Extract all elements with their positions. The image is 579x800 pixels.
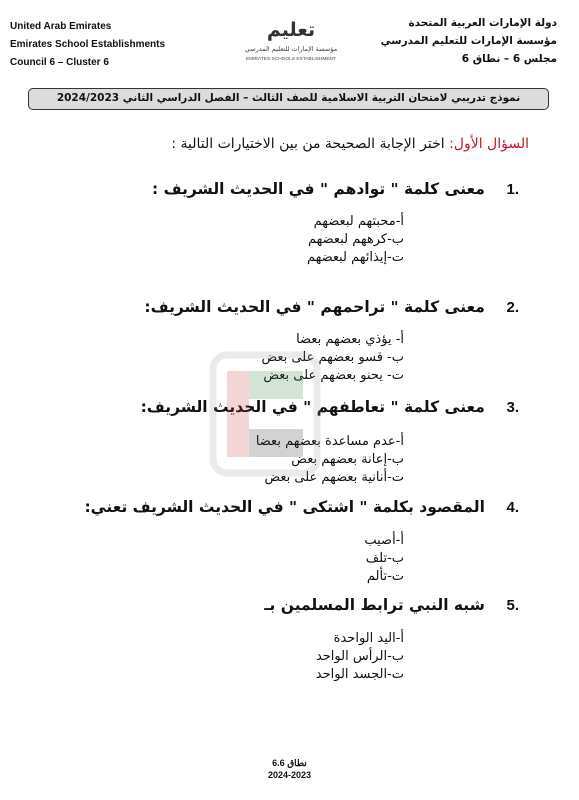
header-en-line: Emirates School Establishments	[10, 39, 166, 50]
question-1	[152, 180, 519, 198]
option: ب-كرههم لبعضهم	[308, 232, 404, 247]
option: ت-أنانية بعضهم على بعض	[264, 470, 404, 485]
question-4-options	[364, 532, 404, 586]
option: ت- يحنو بعضهم على بعض	[263, 368, 404, 383]
option: أ-محبتهم لبعضهم	[313, 214, 404, 229]
question-number: .1	[506, 181, 519, 198]
header-en-line: United Arab Emirates	[10, 21, 112, 32]
header-ar	[357, 14, 557, 68]
logo-sub-en: EMIRATES SCHOOLS ESTABLISHMENT	[246, 57, 336, 62]
logo-sub-ar: مؤسسة الإمارات للتعليم المدرسي	[244, 45, 338, 53]
question-number: .3	[506, 399, 519, 416]
question-text: معنى كلمة " تعاطفهم " في الحديث الشريف:	[140, 398, 485, 416]
header-en	[10, 18, 165, 72]
option: ب-تلف	[365, 551, 404, 566]
question-text: معنى كلمة " توادهم " في الحديث الشريف :	[152, 180, 485, 198]
question-instruction: اختر الإجابة الصحيحة من بين الاختيارات التالية :	[171, 136, 450, 152]
option: ب-الرأس الواحد	[315, 649, 404, 664]
option: ب-إعانة بعضهم بعض	[291, 452, 404, 467]
watermark-logo	[205, 345, 365, 485]
logo-main-text: تعليم	[266, 19, 316, 41]
ministry-logo	[236, 14, 346, 70]
option: ت-الجسد الواحد	[315, 667, 404, 682]
option: ت-تألم	[366, 569, 404, 584]
option: أ- يؤذي بعضهم بعضا	[296, 332, 404, 347]
question-text: المقصود بكلمة " اشتكى " في الحديث الشريف تعني:	[84, 498, 485, 516]
option: أ-أصيب	[364, 533, 404, 548]
header-ar-line: مجلس 6 – نطاق 6	[461, 53, 557, 65]
question-number: .2	[506, 299, 519, 316]
header-ar-line: دولة الإمارات العربية المتحدة	[408, 17, 557, 29]
question-intro	[171, 136, 529, 152]
question-4	[84, 498, 519, 516]
option: أ-اليد الواحدة	[333, 631, 404, 646]
footer-year: 2024-2023	[267, 770, 312, 780]
option: أ-عدم مساعدة بعضهم بعضا	[255, 434, 404, 449]
question-2	[144, 298, 519, 316]
exam-title: نموذج تدريبي لامتحان التربية الاسلامية للصف الثالث – الفصل الدراسي الثاني 2024/2023	[28, 88, 549, 110]
question-number: .4	[506, 499, 519, 516]
header-ar-line: مؤسسة الإمارات للتعليم المدرسي	[380, 35, 557, 47]
question-text: معنى كلمة " تراحمهم " في الحديث الشريف:	[144, 298, 485, 316]
header-en-line: Council 6 – Cluster 6	[10, 57, 109, 68]
question-text: شبه النبي ترابط المسلمين بـ	[264, 596, 485, 614]
footer-cluster: نطاق 6.6	[272, 758, 307, 768]
question-number: .5	[506, 597, 519, 614]
question-5	[264, 596, 519, 614]
option: ت-إيذائهم لبعضهم	[306, 250, 404, 265]
question-5-options	[316, 630, 404, 684]
question-1-options	[307, 213, 404, 267]
option: ب- قسو بعضهم على بعض	[261, 350, 404, 365]
question-label: السؤال الأول:	[449, 136, 529, 152]
